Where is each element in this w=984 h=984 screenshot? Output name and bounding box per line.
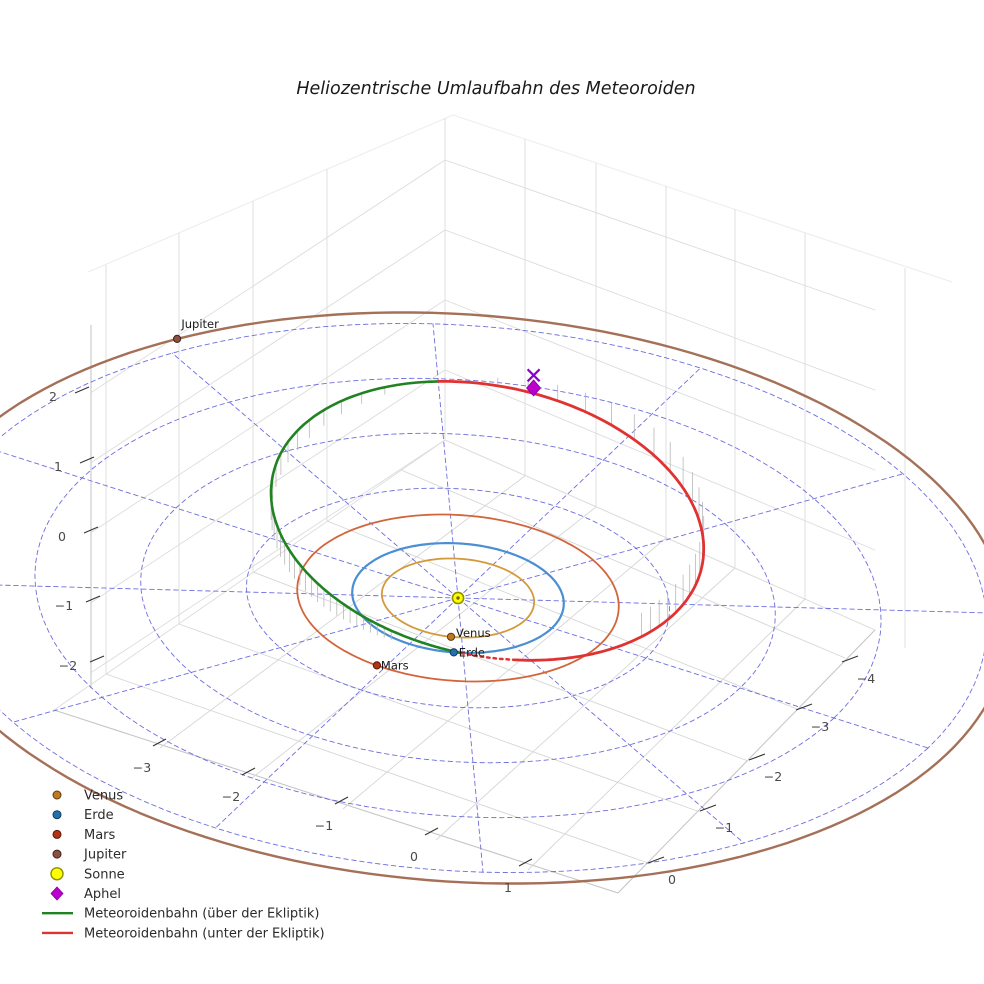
legend-item-meteoroid-below <box>42 926 325 941</box>
meteoroid-stems <box>271 378 704 640</box>
legend-label: Sonne <box>84 867 125 883</box>
planet-venus <box>447 626 490 641</box>
polar-grid-circle <box>0 323 984 872</box>
sun-marker <box>452 592 463 603</box>
planet-jupiter <box>174 317 220 343</box>
legend-dot-icon <box>53 830 61 838</box>
chart-title: Heliozentrische Umlaufbahn des Meteoroiden <box>296 79 696 99</box>
y-tick-label: −3 <box>810 719 830 734</box>
legend-diamond-icon <box>51 887 63 900</box>
legend <box>42 789 325 942</box>
planet-erde <box>450 645 485 659</box>
polar-grid-spoke <box>0 448 458 598</box>
z-tick-label: 2 <box>49 389 57 404</box>
planet-marker-mars <box>373 662 380 669</box>
z-tick-label: 0 <box>58 529 66 544</box>
planet-label-mars: Mars <box>380 658 409 673</box>
legend-item-jupiter <box>53 848 127 863</box>
wall-grid <box>88 115 952 688</box>
planet-label-erde: Erde <box>458 645 485 660</box>
planet-orbits <box>0 313 984 884</box>
x-tick-label: 1 <box>504 880 512 895</box>
y-tick-label: −2 <box>763 769 783 784</box>
x-tick-label: −2 <box>221 789 241 804</box>
legend-item-aphel <box>51 887 121 902</box>
planet-marker-jupiter <box>174 335 181 342</box>
legend-dot-icon <box>53 791 61 799</box>
legend-label: Meteoroidenbahn (unter der Ekliptik) <box>84 926 325 942</box>
legend-item-erde <box>53 808 114 823</box>
meteoroid-orbit <box>271 381 704 660</box>
planet-label-jupiter: Jupiter <box>181 316 219 331</box>
legend-circle-icon <box>51 868 63 880</box>
polar-grid-spoke <box>0 583 458 598</box>
polar-grid-spoke <box>458 598 744 843</box>
legend-label: Mars <box>84 827 116 843</box>
polar-grid-spoke <box>433 324 458 598</box>
polar-grid-spoke <box>216 598 459 828</box>
planet-mars <box>373 658 408 672</box>
legend-item-mars <box>53 828 116 843</box>
planet-marker-erde <box>450 649 457 656</box>
legend-label: Meteoroidenbahn (über der Ekliptik) <box>84 906 320 922</box>
x-tick-label: −1 <box>314 818 334 833</box>
y-tick-label: 0 <box>668 872 676 887</box>
legend-item-venus <box>53 789 123 804</box>
y-tick-label: −4 <box>856 671 876 686</box>
legend-item-meteoroid-above <box>42 907 320 922</box>
z-tick-label: 1 <box>54 459 62 474</box>
planet-label-venus: Venus <box>456 625 491 640</box>
legend-dot-icon <box>53 850 61 858</box>
sun-core <box>456 596 459 599</box>
polar-grid-spoke <box>458 368 701 598</box>
legend-label: Aphel <box>84 887 121 902</box>
planet-marker-venus <box>447 633 454 640</box>
z-tick-label: −2 <box>58 658 78 673</box>
legend-label: Jupiter <box>84 847 127 863</box>
z-tick-label: −1 <box>54 598 74 613</box>
y-tick-label: −1 <box>714 820 734 835</box>
legend-label: Erde <box>84 808 114 824</box>
legend-label: Venus <box>84 788 124 804</box>
polar-grid-spoke <box>458 474 903 598</box>
ecliptic-polar-grid <box>0 323 984 872</box>
legend-item-sonne <box>51 867 125 882</box>
x-tick-label: −3 <box>132 760 152 775</box>
orbit-jupiter <box>0 313 984 884</box>
legend-dot-icon <box>53 811 61 819</box>
x-tick-label: 0 <box>410 849 418 864</box>
